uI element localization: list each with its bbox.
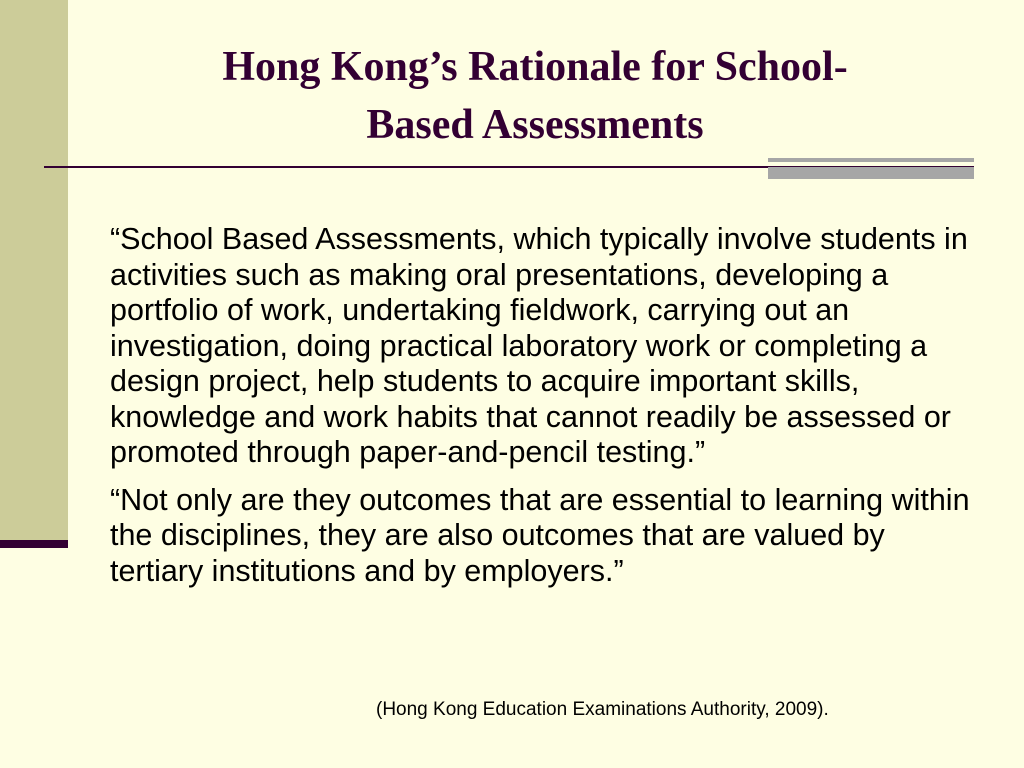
quote-paragraph-1: “School Based Assessments, which typically involve students in activities such as making oral presentations, developing a portfolio of work, undertaking fieldwork, carrying out an investigation, doing practical laboratory work or completing a design project, help students to acquire important skills, knowledge and work habits that cannot readily be assessed or promoted through paper-and-pencil testing.” — [110, 222, 968, 469]
citation: (Hong Kong Education Examinations Authority, 2009). — [376, 699, 829, 720]
slide-title — [110, 38, 960, 154]
quote-paragraph-2: “Not only are they outcomes that are essential to learning within the disciplines, they are also outcomes that are valued by tertiary institutions and by employers.” — [110, 482, 970, 588]
side-bar-accent — [0, 540, 68, 548]
body-text — [110, 222, 980, 589]
side-bar — [0, 0, 68, 540]
accent-stripe-thin — [768, 158, 974, 162]
title-line-2: Based Assessments — [366, 102, 704, 148]
accent-stripe-thick — [768, 167, 974, 179]
title-accent-stripes — [768, 158, 974, 179]
title-line-1: Hong Kong’s Rationale for School- — [222, 44, 848, 90]
